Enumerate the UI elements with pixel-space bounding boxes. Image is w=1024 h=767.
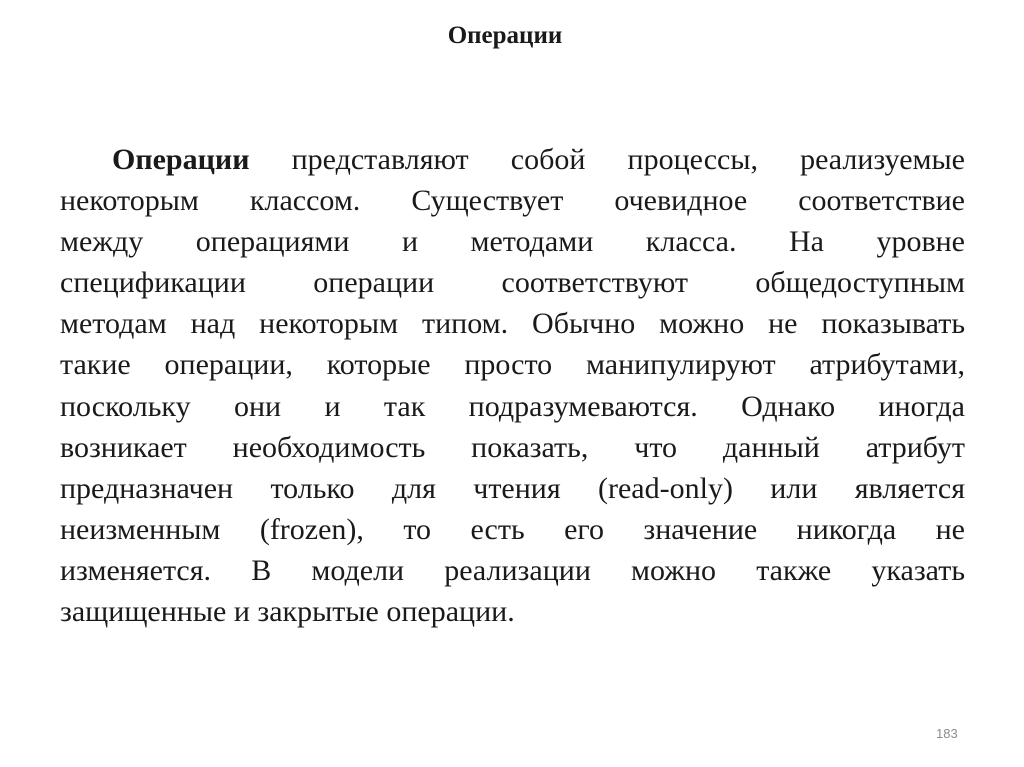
paragraph-line: между операциями и методами класса. На уровне [60, 225, 965, 259]
paragraph-line: защищенные и закрытые операции. [60, 595, 515, 629]
term-operations: Операции [112, 143, 250, 176]
page-number: 183 [936, 726, 958, 741]
paragraph-line: возникает необходимость показать, что данный атрибут [60, 430, 965, 464]
paragraph-line: некоторым классом. Существует очевидное соответствие [60, 184, 965, 218]
paragraph-line [60, 139, 965, 180]
paragraph-line: методам над некоторым типом. Обычно можно не показывать [60, 307, 965, 341]
slide-title: Операции [447, 22, 563, 49]
line-text: представляют собой процессы, реализуемые [249, 143, 965, 176]
paragraph-line: неизменным (frozen), то есть его значение никогда не [60, 512, 965, 546]
paragraph-line: поскольку они и так подразумеваются. Однако иногда [60, 389, 965, 423]
body-paragraph [60, 139, 965, 632]
paragraph-line: предназначен только для чтения (read-only) или является [60, 471, 965, 505]
paragraph-line: спецификации операции соответствуют общедоступным [60, 266, 965, 300]
paragraph-line: изменяется. В модели реализации можно также указать [60, 553, 965, 587]
paragraph-line: такие операции, которые просто манипулируют атрибутами, [60, 348, 965, 382]
